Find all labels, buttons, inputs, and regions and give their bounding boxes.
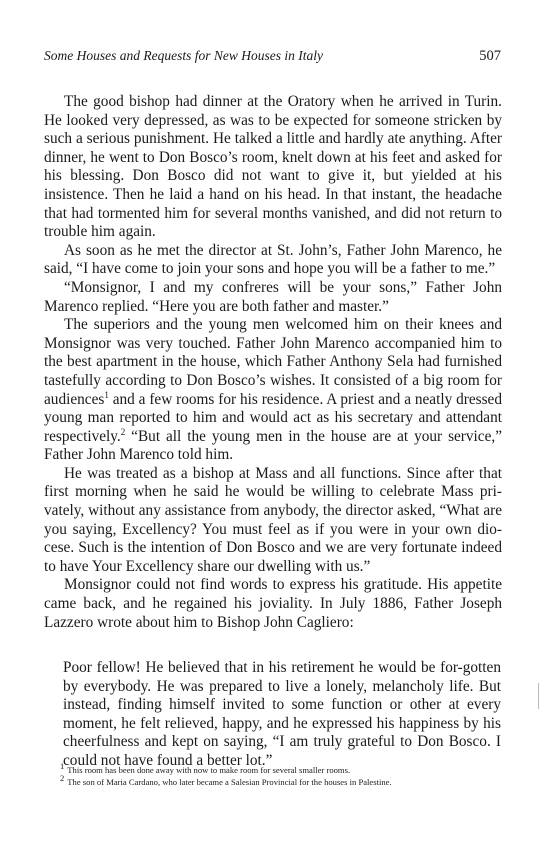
running-title: Some Houses and Requests for New Houses in Italy (44, 48, 323, 63)
paragraph: He was treated as a bishop at Mass and all functions. Since after that first morning when he said he would be willing to celebrate Mass pri-vately, without any assistance from anybody, the director asked, “What are you saying, Excellency? You must feel as if you were in your own dio-cese. Such is the intention of Don Bosco and we are very fortunate indeed to have Your Excellency share our dwelling with us.” (44, 464, 502, 575)
footnote-number: 2 (60, 772, 65, 783)
footnote-ref: 2 (120, 426, 126, 437)
paragraph-text: “But all the young men in the house are at your service,” Father John Marenco told him. (44, 427, 502, 464)
footnote-text: This room has been done away with now to make room for several smaller rooms. (67, 765, 351, 775)
footnote-ref: 1 (104, 389, 109, 400)
footnote (60, 772, 510, 789)
paragraph: As soon as he met the director at St. John’s, Father John Marenco, he said, “I have come to join your sons and hope you will be a father to me.” (44, 241, 502, 278)
running-header (44, 48, 501, 68)
paragraph (44, 316, 502, 465)
footnote-text: The son of Maria Cardano, who later became a Salesian Provincial for the houses in Palestine. (67, 776, 392, 787)
paragraph: “Monsignor, I and my confreres will be your sons,” Father John Marenco replied. “Here you are both father and master.” (44, 278, 502, 315)
page-number: 507 (479, 48, 501, 64)
block-quote (63, 659, 501, 771)
body-text (44, 93, 502, 632)
footnote-number: 1 (60, 761, 65, 772)
quote-text: Poor fellow! He believed that in his retirement he would be for-gotten by everybody. He was prepared to live a lonely, melancholy life. But instead, finding himself invited to some function or other at every moment, he felt relieved, happy, and he expressed his happiness by his cheerfulness and kept on saying, “I am truly grateful to Don Bosco. I could not have found a better lot.” (63, 659, 501, 769)
footnotes (60, 761, 510, 788)
paragraph-text: The superiors and the young men welcomed him on their knees and Monsignor was very touched. Father John Marenco accompanied him to the best apartment in the house, which Father Anthony Sela had furnished tastefully according to Don Bosco’s wishes. It consisted of a big room for audiences (44, 316, 502, 408)
footnote (60, 761, 510, 777)
paragraph: Monsignor could not find words to express his gratitude. His appetite came back, and he regained his joviality. In July 1886, Father Joseph Lazzero wrote about him to Bishop John Cagliero: (44, 576, 502, 631)
paragraph-text: and a few rooms for his residence. A priest and a neatly dressed young man reported to him and would act as his secretary and attendant respectively. (44, 390, 502, 445)
scan-edge-mark (538, 683, 539, 709)
paragraph: The good bishop had dinner at the Oratory when he arrived in Turin. He looked very depressed, as was to be expected for someone stricken by such a serious punishment. He talked a little and hardly ate anything. After dinner, he went to Don Bosco’s room, knelt down at his feet and asked for his blessing. Don Bosco did not want to give it, but yielded at his insistence. Then he laid a hand on his head. In that instant, the headache that had tormented him for several months vanished, and did not return to trouble him again. (44, 93, 502, 241)
